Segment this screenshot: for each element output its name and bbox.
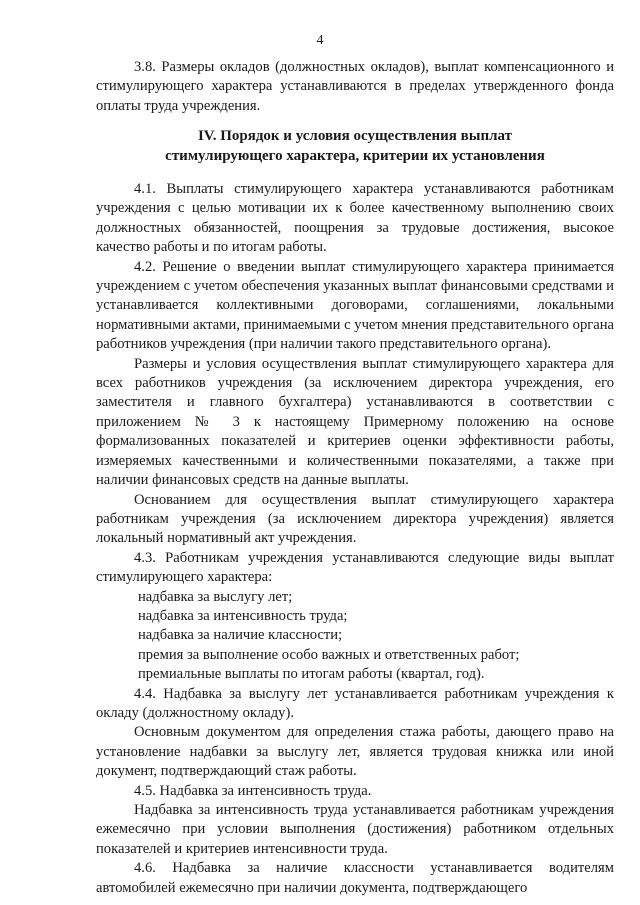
heading-line-1: IV. Порядок и условия осуществления выплат — [197, 128, 513, 144]
paragraph-intensity: Надбавка за интенсивность труда устанавливается работникам учреждения ежемесячно при условии выполнения (достижения) работником отдельных показателей и критериев интенсивности труда. — [96, 802, 614, 857]
list-item: премия за выполнение особо важных и ответственных работ; — [138, 646, 520, 663]
list-item: надбавка за интенсивность труда; — [138, 607, 348, 624]
paragraph-4-6: 4.6. Надбавка за наличие классности устанавливается водителям автомобилей ежемесячно при наличии документа, подтверждающего — [96, 860, 614, 896]
heading-line-2: стимулирующего характера, критерии их установления — [165, 148, 545, 164]
paragraph-4-5: 4.5. Надбавка за интенсивность труда. — [134, 782, 372, 799]
page-number: 4 — [316, 33, 324, 48]
paragraph-4-2: 4.2. Решение о введении выплат стимулирующего характера принимается учреждением с учетом обеспечения указанных выплат финансовыми средствами и устанавливается коллективными договорами, соглашениями, локальными нормативными актами, принимаемыми с учетом мнения представительного органа работников учреждения (при наличии такого представительного органа). — [96, 258, 614, 353]
paragraph-4-3: 4.3. Работникам учреждения устанавливаются следующие виды выплат стимулирующего характера: — [96, 549, 614, 586]
list-item: премиальные выплаты по итогам работы (квартал, год). — [138, 666, 485, 683]
paragraph-basis: Основанием для осуществления выплат стимулирующего характера работникам учреждения (за исключением директора учреждения) является локальный нормативный акт учреждения. — [96, 491, 614, 547]
paragraph-main-doc: Основным документом для определения стажа работы, дающего право на установление надбавки за выслугу лет, является трудовая книжка или иной документ, подтверждающий стаж работы. — [96, 724, 614, 780]
list-item: надбавка за выслугу лет; — [138, 588, 293, 605]
section-heading — [96, 126, 614, 166]
section-3-8 — [96, 58, 614, 116]
paragraph-sizes: Размеры и условия осуществления выплат стимулирующего характера для всех работников учреждения (за исключением директора учреждения, его заместителя и главного бухгалтера) устанавливаются в соответствии с приложением № 3 к настоящему Примерному положению на основе формализованных показателей и критериев оценки эффективности работы, измеряемых качественными и количественными показателями, а также при наличии финансовых средств на данные выплаты. — [96, 355, 614, 489]
paragraph-4-1: 4.1. Выплаты стимулирующего характера устанавливаются работникам учреждения с целью мотивации их к более качественному выполнению своих должностных обязанностей, поощрения за трудовые достижения, высокое качество работы и по итогам работы. — [96, 181, 614, 256]
section-iv-body — [96, 180, 614, 898]
payment-types-list — [96, 588, 614, 685]
list-item: надбавка за наличие классности; — [138, 627, 343, 644]
paragraph-3-8: 3.8. Размеры окладов (должностных окладов), выплат компенсационного и стимулирующего характера устанавливаются в пределах утвержденного фонда оплаты труда учреждения. — [96, 59, 614, 114]
paragraph-4-4: 4.4. Надбавка за выслугу лет устанавливается работникам учреждения к окладу (должностному окладу). — [96, 685, 614, 721]
